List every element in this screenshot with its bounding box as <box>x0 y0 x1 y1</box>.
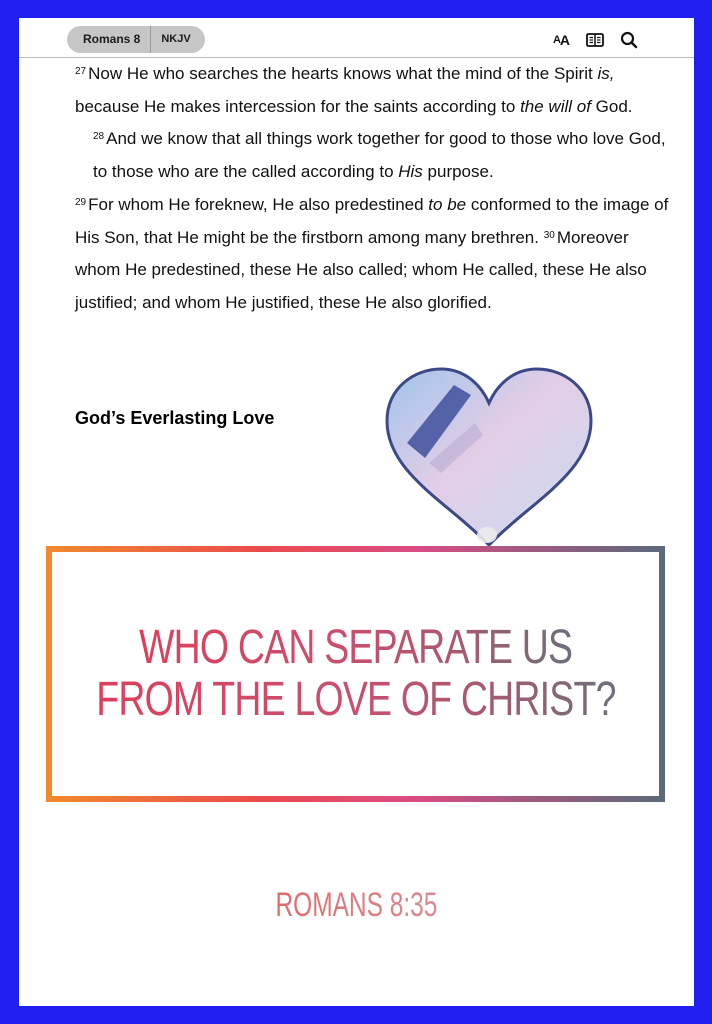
quote-frame <box>46 546 665 802</box>
verse-27[interactable]: $^{27}$ Now He who searches the hearts knows what the mind of the Spirit is, because He makes intercession for the saints according to the will of God. <box>75 64 633 116</box>
top-bar <box>19 18 694 58</box>
toolbar <box>551 30 639 50</box>
version-button[interactable]: NKJV <box>161 33 191 45</box>
quote-line-1: WHO CAN SEPARATE US <box>138 621 573 674</box>
section-heading: God’s Everlasting Love <box>75 408 275 428</box>
chapter-version-selector[interactable] <box>67 26 205 53</box>
verse-number: 30 <box>543 229 555 241</box>
reader-page <box>19 18 694 1006</box>
verse-28[interactable]: $^{28}$ And we know that all things work together for good to those who love God, to those who are the called according to His purpose. <box>93 129 666 182</box>
verse-reference <box>19 886 694 925</box>
verse-29-30[interactable]: $^{29}$ For whom He foreknew, He also predestined to be conformed to the image of His Son, that He might be the firstborn among many brethren. $^{30}$ Moreover whom He predestined, these He also called; whom He called, these He also justified; and whom He justified, these He also glorified. <box>75 194 669 312</box>
verse-number: 29 <box>75 196 87 208</box>
text-size-icon[interactable]: A A <box>552 32 570 48</box>
book-view-icon[interactable] <box>585 30 605 50</box>
scripture-text <box>75 58 675 320</box>
verse-number: 27 <box>75 66 87 77</box>
search-icon[interactable] <box>619 30 639 50</box>
quote-line-2: FROM THE LOVE OF CHRIST? <box>95 673 616 726</box>
quote-box <box>52 552 659 796</box>
heart-image <box>379 363 599 553</box>
verse-number: 28 <box>93 131 105 143</box>
reference-text: ROMANS 8:35 <box>275 886 438 924</box>
book-chapter-button[interactable]: Romans 8 <box>67 26 151 53</box>
